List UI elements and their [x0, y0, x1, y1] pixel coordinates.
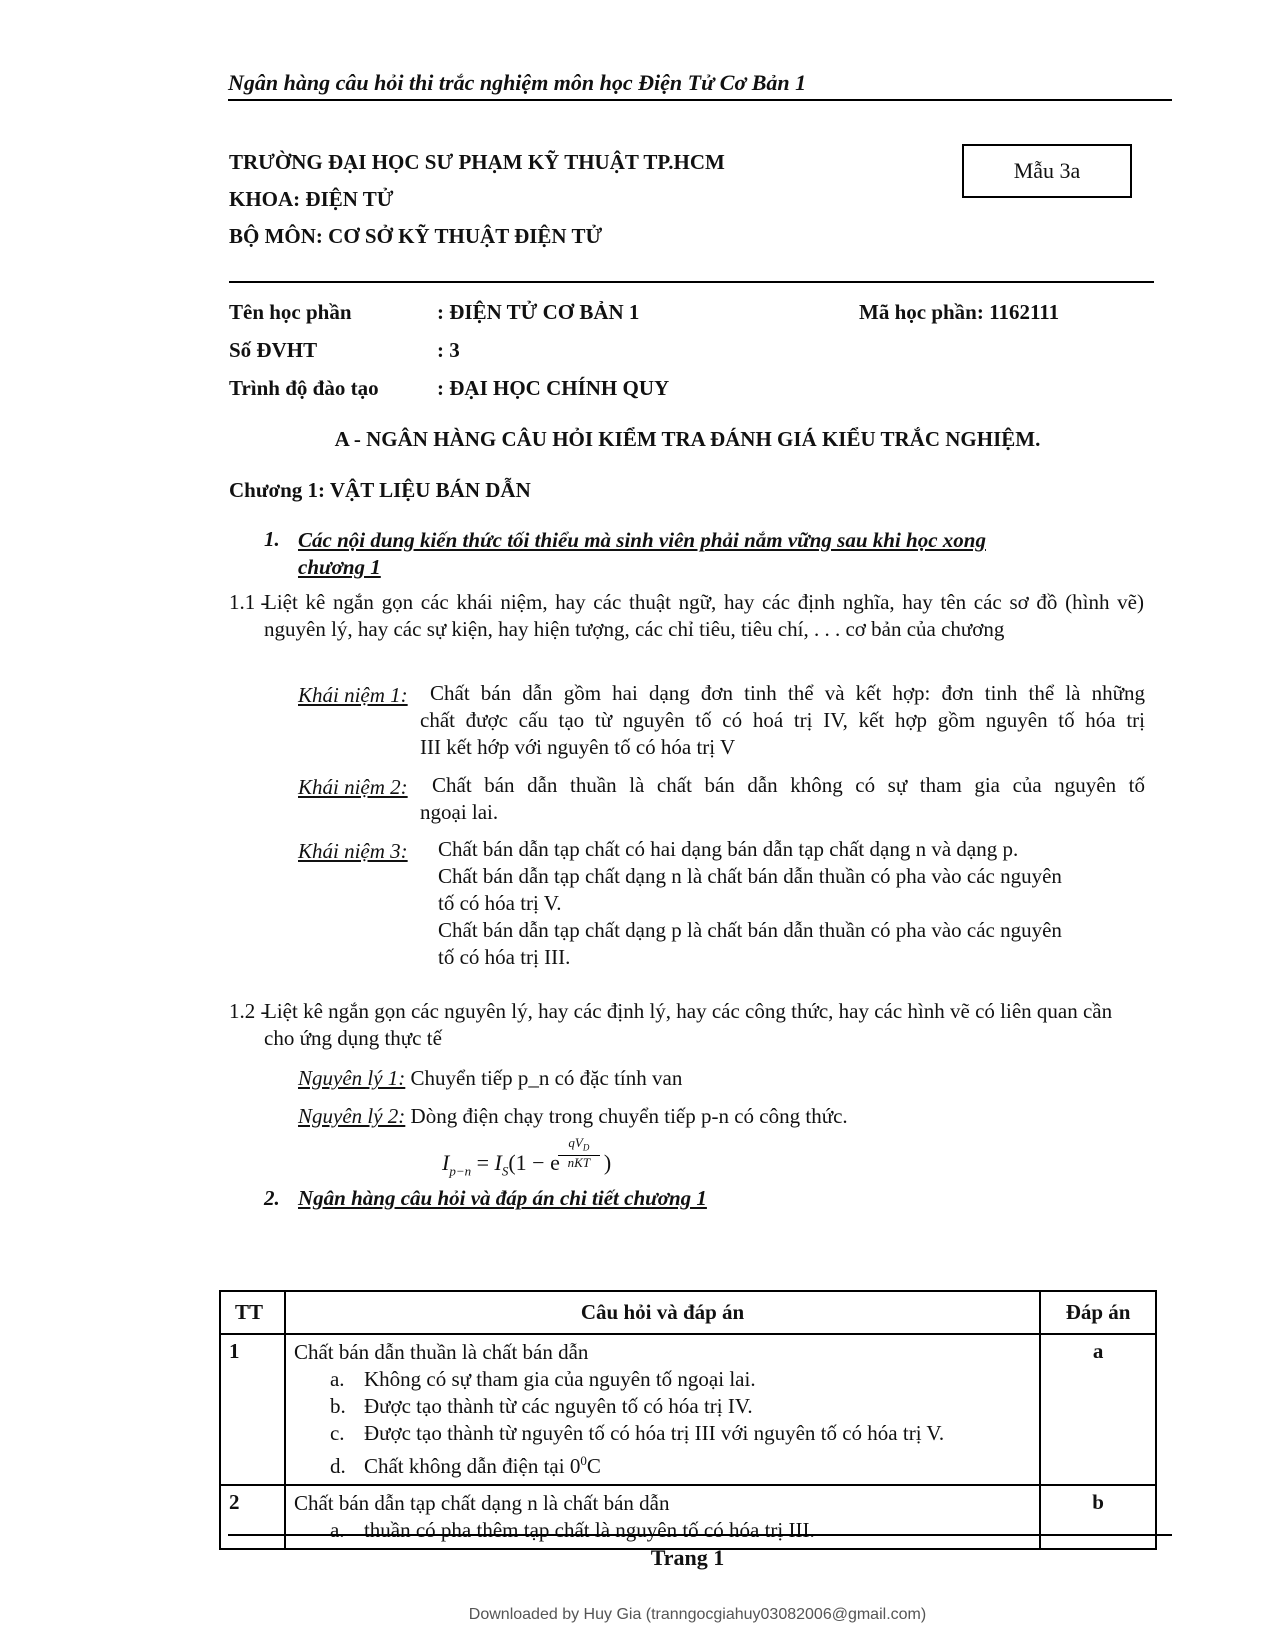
item1-number: 1.	[264, 527, 280, 551]
col-header-question: Câu hỏi và đáp án	[285, 1291, 1040, 1334]
option-letter: c.	[329, 1421, 345, 1445]
row-question-cell	[285, 1485, 1040, 1549]
p12-number: 1.2 -	[229, 999, 268, 1023]
form-label-box	[962, 144, 1132, 198]
principle1	[298, 1065, 682, 1092]
concept1-label: Khái niệm 1:	[298, 683, 408, 707]
concept2-text	[420, 772, 1145, 826]
level-label: Trình độ đào tạo	[229, 376, 379, 400]
concept3-line1: Chất bán dẫn tạp chất có hai dạng bán dẫn tạp chất dạng n và dạng p.	[438, 837, 1019, 861]
row-answer: b	[1040, 1485, 1156, 1549]
running-header: Ngân hàng câu hỏi thi trắc nghiệm môn học Điện Tử Cơ Bản 1	[228, 70, 807, 95]
download-notice: Downloaded by Huy Gia (tranngocgiahuy03082006@gmail.com)	[468, 1606, 927, 1623]
formula-exp-frac	[558, 1136, 600, 1170]
concept1-line1: Chất bán dẫn gồm hai dạng đơn tinh thể và kết hợp: đơn tinh thể là những	[430, 681, 1145, 705]
option-letter: d.	[329, 1454, 346, 1478]
chapter-title: Chương 1: VẬT LIỆU BÁN DẪN	[229, 478, 531, 502]
p12-text-content: Liệt kê ngắn gọn các nguyên lý, hay các định lý, hay các công thức, hay các hình vẽ có liên quan cần cho ứng dụng thực tế	[264, 999, 1113, 1050]
option-letter: b.	[329, 1394, 346, 1418]
option-item	[294, 1366, 1031, 1393]
formula-lhs: I	[442, 1150, 450, 1175]
principle1-label: Nguyên lý 1:	[298, 1066, 406, 1090]
question-table	[219, 1290, 1157, 1550]
option-text: Chất không dẫn điện tại 0	[363, 1454, 581, 1478]
item1-heading-line2: chương 1	[298, 555, 381, 579]
footer-rule	[228, 1534, 1172, 1536]
row-answer: a	[1040, 1334, 1156, 1485]
faculty-name: KHOA: ĐIỆN TỬ	[229, 187, 394, 211]
option-item	[294, 1420, 1031, 1447]
formula-exp-num	[558, 1136, 600, 1156]
option-item	[294, 1447, 1031, 1480]
table-row	[220, 1485, 1156, 1549]
department-name: BỘ MÔN: CƠ SỞ KỸ THUẬT ĐIỆN TỬ	[229, 224, 603, 248]
principle1-text: Chuyển tiếp p_n có đặc tính van	[410, 1066, 683, 1090]
pn-current-formula	[442, 1135, 612, 1179]
section-title: A - NGÂN HÀNG CÂU HỎI KIỂM TRA ĐÁNH GIÁ KIỂU TRẮC NGHIỆM.	[334, 427, 1041, 451]
option-superscript: 0	[580, 1453, 587, 1468]
concept3-line2: Chất bán dẫn tạp chất dạng n là chất bán dẫn thuần có pha vào các nguyên	[438, 864, 1062, 888]
option-text: thuần có pha thêm tạp chất là nguyên tố có hóa trị III.	[363, 1518, 815, 1542]
option-text-after: C	[586, 1454, 601, 1478]
option-text: Được tạo thành từ nguyên tố có hóa trị III với nguyên tố có hóa trị V.	[363, 1421, 945, 1445]
concept2-label: Khái niệm 2:	[298, 775, 408, 799]
principle2-label: Nguyên lý 2:	[298, 1104, 406, 1128]
option-text: Được tạo thành từ các nguyên tố có hóa trị IV.	[363, 1394, 753, 1418]
p11-text	[264, 589, 1144, 643]
page-number: Trang 1	[650, 1545, 725, 1570]
item2-heading: Ngân hàng câu hỏi và đáp án chi tiết chương 1	[298, 1186, 707, 1210]
concept2-line2: ngoại lai.	[420, 800, 499, 824]
credits-label: Số ĐVHT	[229, 338, 318, 362]
formula-lhs-sub: p−n	[449, 1163, 472, 1179]
concept3-line5: tố có hóa trị III.	[438, 945, 571, 969]
formula-exp-den: nKT	[567, 1154, 591, 1170]
concept1-line2: chất được cấu tạo từ nguyên tố có hoá trị IV, kết hợp gồm nguyên tố hóa trị	[420, 708, 1145, 732]
question-text: Chất bán dẫn tạp chất dạng n là chất bán dẫn	[293, 1491, 670, 1515]
col-header-number: TT	[220, 1291, 285, 1334]
concept3-line3: tố có hóa trị V.	[438, 891, 562, 915]
option-text: Không có sự tham gia của nguyên tố ngoại lai.	[363, 1367, 756, 1391]
concept3-label: Khái niệm 3:	[298, 839, 408, 863]
row-question-cell	[285, 1334, 1040, 1485]
question-text: Chất bán dẫn thuần là chất bán dẫn	[293, 1340, 589, 1364]
school-name: TRƯỜNG ĐẠI HỌC SƯ PHẠM KỸ THUẬT TP.HCM	[229, 150, 725, 174]
concept3-text	[438, 836, 1138, 971]
formula-is: I	[494, 1150, 502, 1175]
concept1-text	[420, 680, 1145, 761]
formula-is-sub: S	[501, 1163, 509, 1179]
item1-heading	[298, 527, 986, 581]
formula-equals: =	[476, 1150, 490, 1175]
option-letter: a.	[329, 1518, 345, 1542]
option-item	[294, 1393, 1031, 1420]
credits-value: : 3	[437, 338, 460, 362]
option-letter: a.	[329, 1367, 345, 1391]
formula-paren-open: (1 − e	[508, 1150, 560, 1175]
concept1-line3: III kết hớp với nguyên tố có hóa trị V	[420, 735, 736, 759]
option-item	[294, 1517, 1031, 1544]
formula-exp-num-sub: D	[582, 1142, 590, 1153]
divider-rule	[229, 281, 1154, 283]
row-number: 2	[220, 1485, 285, 1549]
principle2	[298, 1103, 848, 1130]
principle2-text: Dòng điện chạy trong chuyển tiếp p-n có công thức.	[410, 1104, 848, 1128]
p11-number: 1.1 -	[229, 590, 268, 614]
item1-heading-line1: Các nội dung kiến thức tối thiểu mà sinh viên phải nắm vững sau khi học xong	[298, 528, 986, 552]
table-row	[220, 1334, 1156, 1485]
item2-number: 2.	[264, 1186, 280, 1210]
concept3-line4: Chất bán dẫn tạp chất dạng p là chất bán dẫn thuần có pha vào các nguyên	[438, 918, 1062, 942]
p11-text-content: Liệt kê ngắn gọn các khái niệm, hay các thuật ngữ, hay các định nghĩa, hay tên các sơ đồ (hình vẽ) nguyên lý, hay các sự kiện, hay hiện tượng, các chỉ tiêu, tiêu chí, . . . cơ bản của chương	[264, 590, 1144, 641]
p12-text	[264, 998, 1134, 1052]
course-code: Mã học phần: 1162111	[859, 300, 1060, 324]
course-name-value: : ĐIỆN TỬ CƠ BẢN 1	[437, 300, 640, 324]
level-value: : ĐẠI HỌC CHÍNH QUY	[437, 376, 670, 400]
course-name-label: Tên học phần	[229, 300, 352, 324]
form-label: Mẫu 3a	[1013, 158, 1081, 183]
concept2-line1: Chất bán dẫn thuần là chất bán dẫn không có sự tham gia của nguyên tố	[432, 773, 1145, 797]
col-header-answer: Đáp án	[1040, 1291, 1156, 1334]
table-header-row	[220, 1291, 1156, 1334]
row-number: 1	[220, 1334, 285, 1485]
formula-exp-num-text: qV	[568, 1135, 583, 1150]
header-rule	[228, 99, 1172, 101]
formula-paren-close: )	[603, 1150, 612, 1175]
